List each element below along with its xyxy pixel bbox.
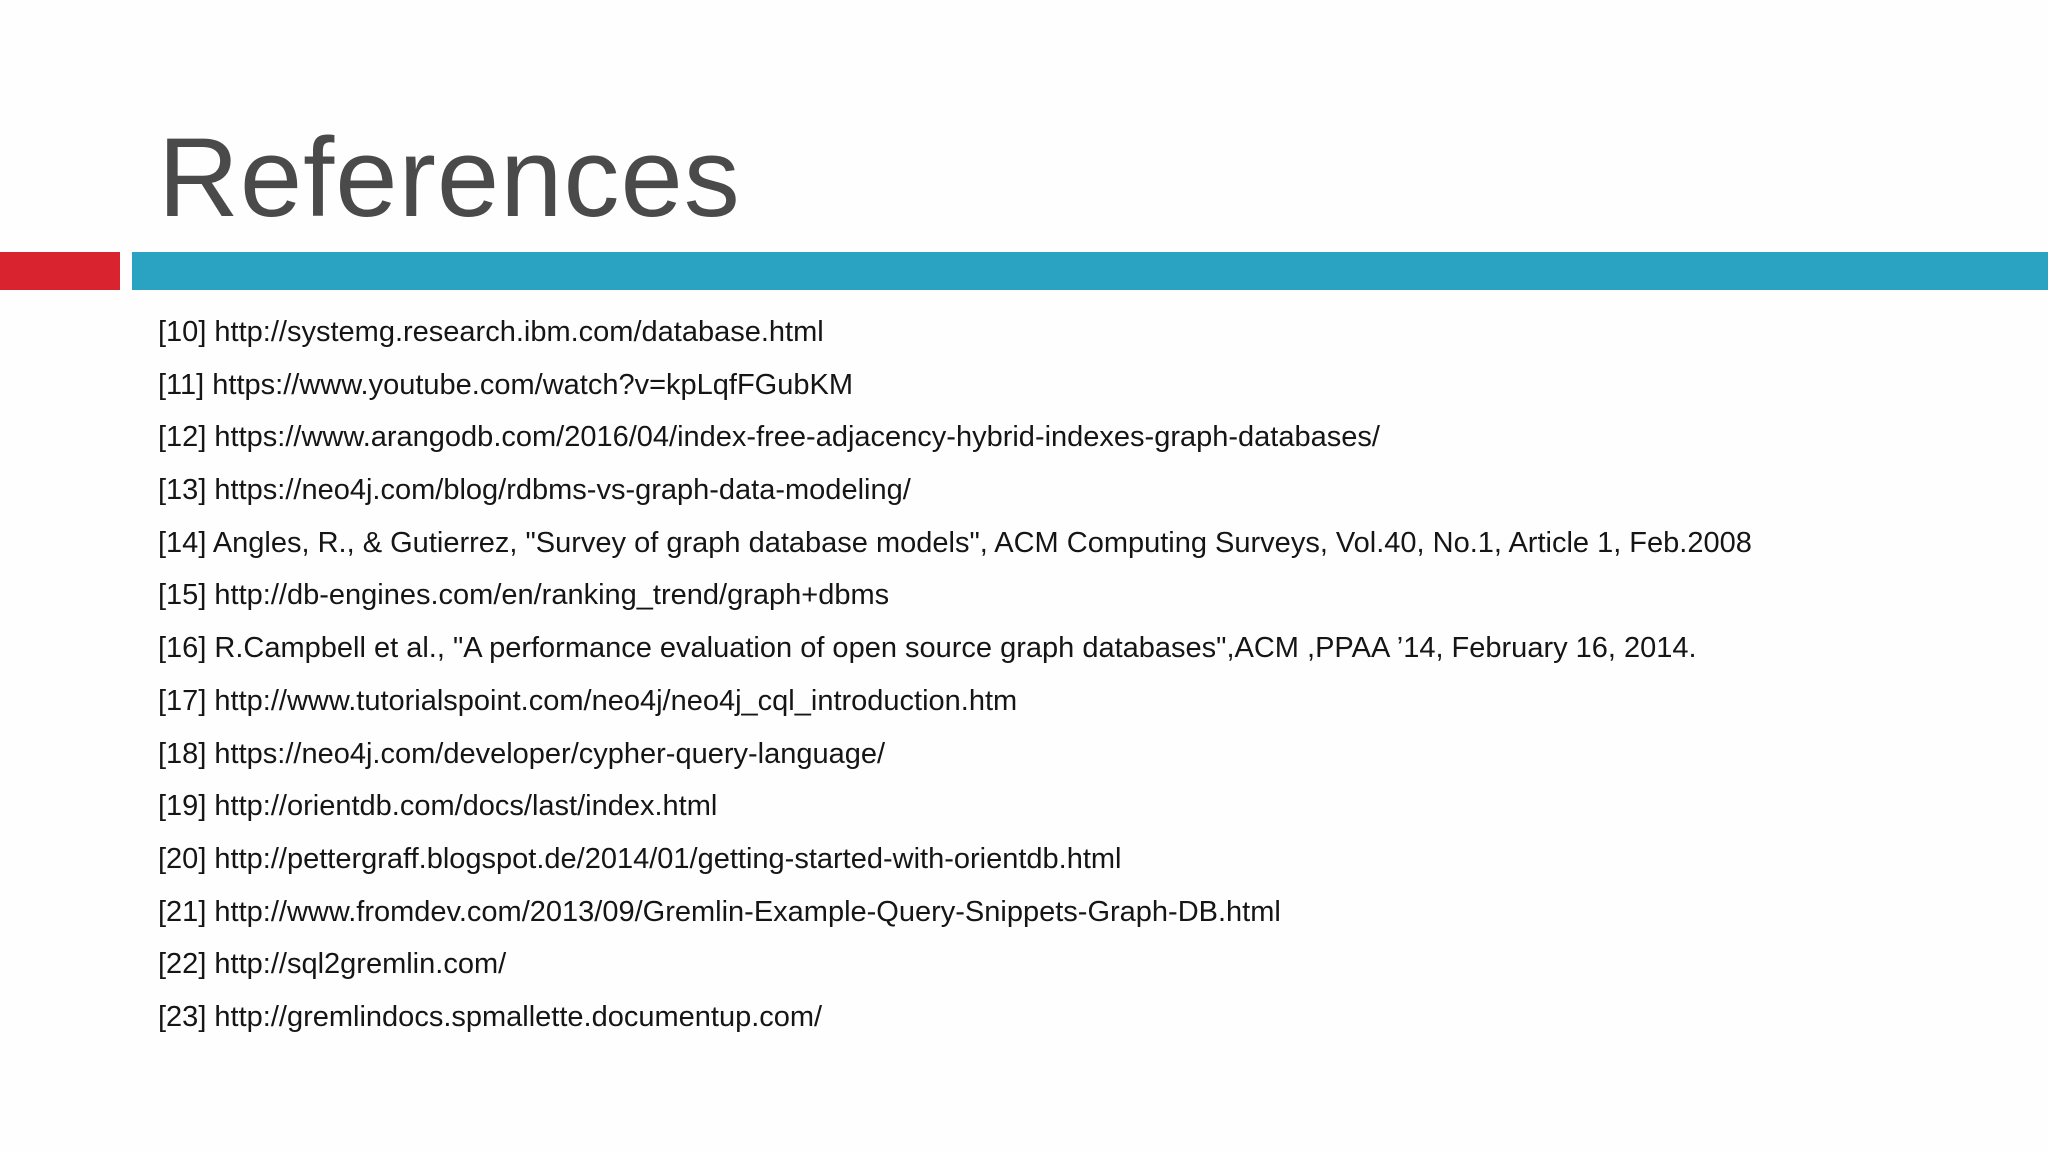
reference-item: [15] http://db-engines.com/en/ranking_trend/graph+dbms xyxy=(158,579,890,612)
reference-item: [10] http://systemg.research.ibm.com/database.html xyxy=(158,316,824,348)
reference-item: [16] R.Campbell et al., "A performance evaluation of open source graph databases",ACM ,PPAA ’14, February 16, 2014. xyxy=(158,632,1697,665)
reference-item: [20] http://pettergraff.blogspot.de/2014/01/getting-started-with-orientdb.html xyxy=(158,842,1122,875)
accent-bar-teal xyxy=(132,252,2048,290)
reference-item: [14] Angles, R., & Gutierrez, "Survey of graph database models", ACM Computing Surveys, Vol.40, No.1, Article 1, Feb.2008 xyxy=(158,526,1752,559)
reference-item: [21] http://www.fromdev.com/2013/09/Gremlin-Example-Query-Snippets-Graph-DB.html xyxy=(158,895,1281,928)
reference-item: [22] http://sql2gremlin.com/ xyxy=(158,948,507,981)
reference-item: [11] https://www.youtube.com/watch?v=kpLqfFGubKM xyxy=(158,368,853,401)
reference-item: [19] http://orientdb.com/docs/last/index.html xyxy=(158,790,718,823)
reference-item: [23] http://gremlindocs.spmallette.documentup.com/ xyxy=(158,1000,823,1033)
reference-item: [13] https://neo4j.com/blog/rdbms-vs-graph-data-modeling/ xyxy=(158,474,911,507)
reference-item: [18] https://neo4j.com/developer/cypher-query-language/ xyxy=(158,737,886,770)
reference-list xyxy=(158,306,2038,1044)
accent-bar-red xyxy=(0,252,120,290)
reference-item: [17] http://www.tutorialspoint.com/neo4j/neo4j_cql_introduction.htm xyxy=(158,684,1018,717)
slide-title: References xyxy=(158,115,741,240)
reference-item: [12] https://www.arangodb.com/2016/04/index-free-adjacency-hybrid-indexes-graph-databases/ xyxy=(158,421,1380,454)
